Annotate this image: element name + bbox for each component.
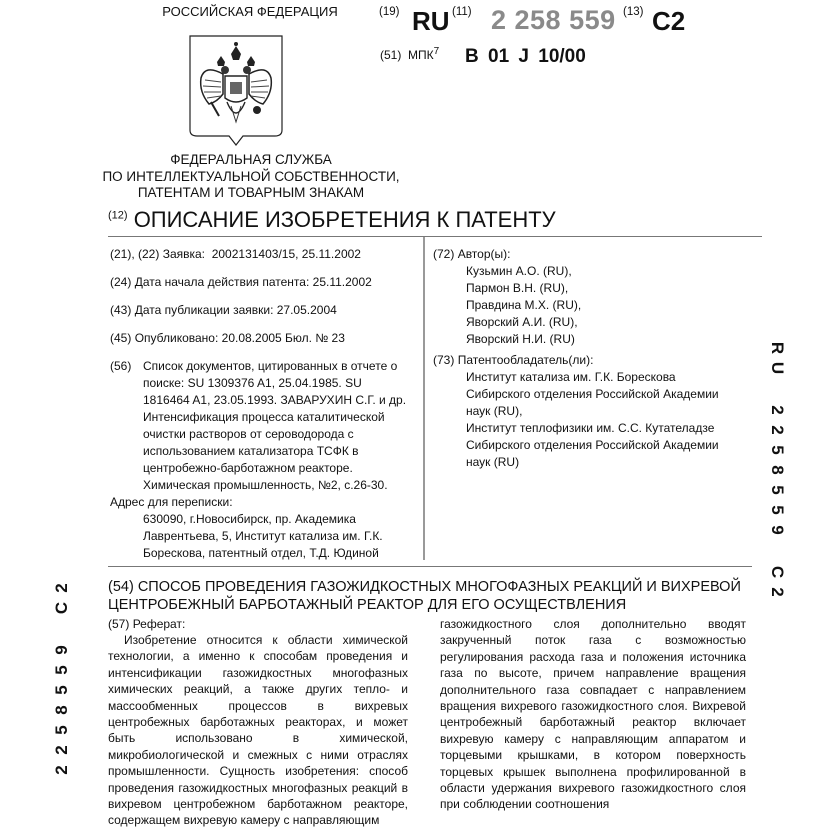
country-name: РОССИЙСКАЯ ФЕДЕРАЦИЯ — [162, 4, 338, 19]
ipc-label — [380, 48, 439, 62]
holder-line: наук (RU), — [466, 404, 523, 418]
side-char: R — [768, 341, 787, 355]
inid-code-11: (11) — [452, 6, 472, 18]
bibliographic-divider — [108, 566, 752, 567]
abstract-column-right — [440, 616, 746, 813]
country-code: RU — [412, 6, 450, 36]
agency-line: ПО ИНТЕЛЛЕКТУАЛЬНОЙ СОБСТВЕННОСТИ, — [102, 168, 400, 184]
side-char: 2 — [52, 745, 71, 755]
side-char: C — [52, 601, 71, 615]
ipc-label-text: МПК — [408, 48, 434, 62]
side-char: 5 — [768, 445, 787, 455]
field-value: 25.11.2002 — [312, 275, 372, 289]
field-start-date — [110, 274, 372, 291]
side-char: 8 — [52, 705, 71, 715]
inid-code: (56) — [110, 359, 132, 373]
author-name: Правдина М.Х. (RU), — [466, 298, 582, 312]
field-label: Автор(ы): — [457, 247, 511, 261]
side-char: U — [768, 361, 787, 375]
field-value: 27.05.2004 — [276, 303, 337, 317]
inid-code: (45) — [110, 331, 132, 345]
abstract-column-left — [108, 632, 408, 829]
field-value: 2002131403/15, 25.11.2002 — [211, 247, 361, 261]
field-label: Дата начала действия патента: — [134, 275, 310, 289]
russian-coat-of-arms-icon — [187, 32, 285, 148]
document-title — [108, 207, 556, 233]
field-patent-holders — [433, 352, 753, 471]
inid-code-13: (13) — [623, 6, 644, 18]
field-label: Список документов, цитированных в отчете о поиске: — [143, 359, 398, 390]
field-published — [110, 330, 345, 347]
side-char: 5 — [768, 485, 787, 495]
field-citations — [110, 358, 410, 494]
invention-title-text: СПОСОБ ПРОВЕДЕНИЯ ГАЗОЖИДКОСТНЫХ МНОГОФАЗНЫХ РЕАКЦИЙ И ВИХРЕВОЙ ЦЕНТРОБЕЖНЫЙ БАРБОТАЖНЫЙ РЕАКТОР ДЛЯ ЕГО ОСУЩЕСТВЛЕНИЯ — [108, 579, 741, 613]
side-char: 2 — [768, 425, 787, 435]
side-char: 5 — [768, 505, 787, 515]
kind-code: C2 — [652, 6, 686, 36]
inid-code: (21), (22) — [110, 247, 160, 261]
side-label-left — [50, 578, 74, 780]
side-char: 2 — [768, 405, 787, 415]
agency-line: ФЕДЕРАЛЬНАЯ СЛУЖБА — [170, 152, 332, 167]
patent-number: 2 258 559 — [491, 5, 616, 35]
field-label: Опубликовано: — [134, 331, 219, 345]
field-label: Адрес для переписки: — [110, 495, 233, 509]
side-char: 8 — [768, 465, 787, 475]
address-line: 630090, г.Новосибирск, пр. Академика — [143, 512, 356, 526]
side-char: C — [768, 565, 787, 579]
holder-line: Институт катализа им. Г.К. Борескова — [466, 370, 676, 384]
side-char: 9 — [768, 525, 787, 535]
address-line: Лаврентьева, 5, Институт катализа им. Г.К. — [143, 529, 383, 543]
holder-line: Сибирского отделения Российской Академии — [466, 387, 719, 401]
holder-line: Институт теплофизики им. С.С. Кутателадзе — [466, 421, 715, 435]
side-char: 2 — [52, 765, 71, 775]
abstract-label-text: Реферат: — [132, 617, 186, 631]
side-char: 2 — [52, 583, 71, 593]
document-title-text: ОПИСАНИЕ ИЗОБРЕТЕНИЯ К ПАТЕНТУ — [133, 207, 556, 232]
side-char: 9 — [52, 645, 71, 655]
field-label: Заявка: — [162, 247, 206, 261]
ipc-edition: 7 — [433, 46, 440, 57]
author-name: Яворский А.И. (RU), — [466, 315, 578, 329]
field-application — [110, 246, 361, 263]
author-name: Кузьмин А.О. (RU), — [466, 264, 572, 278]
inid-code-54: (54) — [108, 579, 134, 595]
abstract-label — [108, 617, 185, 631]
holder-line: Сибирского отделения Российской Академии — [466, 438, 719, 452]
ipc-class: B 01 J 10/00 — [465, 46, 586, 67]
field-label: Дата публикации заявки: — [134, 303, 274, 317]
inid-code-51: (51) — [380, 48, 402, 62]
inid-code: (24) — [110, 275, 132, 289]
field-publication-date — [110, 302, 337, 319]
author-name: Яворский Н.И. (RU) — [466, 332, 575, 346]
field-address — [110, 494, 420, 562]
side-char: 5 — [52, 725, 71, 735]
field-value: 20.08.2005 Бюл. № 23 — [221, 331, 345, 345]
inid-code: (72) — [433, 247, 455, 261]
address-line: Борескова, патентный отдел, Т.Д. Юдиной — [143, 546, 379, 560]
agency-name — [96, 152, 406, 202]
side-char: 5 — [52, 665, 71, 675]
column-divider — [423, 237, 425, 560]
side-char: 5 — [52, 685, 71, 695]
field-label: Патентообладатель(ли): — [457, 353, 594, 367]
side-label-right — [765, 338, 789, 602]
field-authors — [433, 246, 753, 348]
invention-title — [108, 578, 758, 614]
inid-code-19: (19) — [379, 6, 400, 18]
abstract-text-right: газожидкостного слоя дополнительно вводят закрученный поток газа с возможностью регулирования расхода газа и положения источника газа по высоте, причем направление вращения дополнительного газа совпадает с направлением вращения вихревого газожидкостного слоя. Вихревой центробежный барботажный реактор включает вихревую камеру с направляющим аппаратом и торцевыми крышками, в котором поверхность торцевых крышек выполнена профилированной в области удержания вихревого газожидкостного слоя при соблюдении соотношения — [440, 617, 746, 812]
inid-code: (73) — [433, 353, 455, 367]
inid-code: (43) — [110, 303, 132, 317]
abstract-text-left: Изобретение относится к области химической технологии, а именно к способам проведения и интенсификации газожидкостных многофазных химических реакций, а также других тепло- и массообменных процессов в вихревых центробежных барботажных реакторах, и может быть использовано в химической, микробиологической и смежных с ними отраслях промышленности. Сущность изобретения: способ проведения газожидкостных многофазных реакций в вихревом центробежном барботажном реакторе, содержащем вихревую камеру с направляющим — [108, 633, 408, 828]
field-value: SU 1309376 A1, 25.04.1985. SU 1816464 A1, 23.05.1993. ЗАВАРУХИН С.Г. и др. Интенсификация процесса каталитической очистки растворов от сероводорода с использованием катализатора ТСФК в центробежно-барботажном реакторе. Химическая промышленность, №2, с.26-30. — [143, 376, 407, 492]
author-name: Пармон В.Н. (RU), — [466, 281, 569, 295]
agency-line: ПАТЕНТАМ И ТОВАРНЫМ ЗНАКАМ — [137, 185, 365, 200]
inid-code-12: (12) — [108, 209, 128, 222]
inid-code-57: (57) — [108, 617, 130, 631]
side-char: 2 — [768, 587, 787, 597]
holder-line: наук (RU) — [466, 455, 520, 469]
header-divider — [108, 236, 762, 237]
